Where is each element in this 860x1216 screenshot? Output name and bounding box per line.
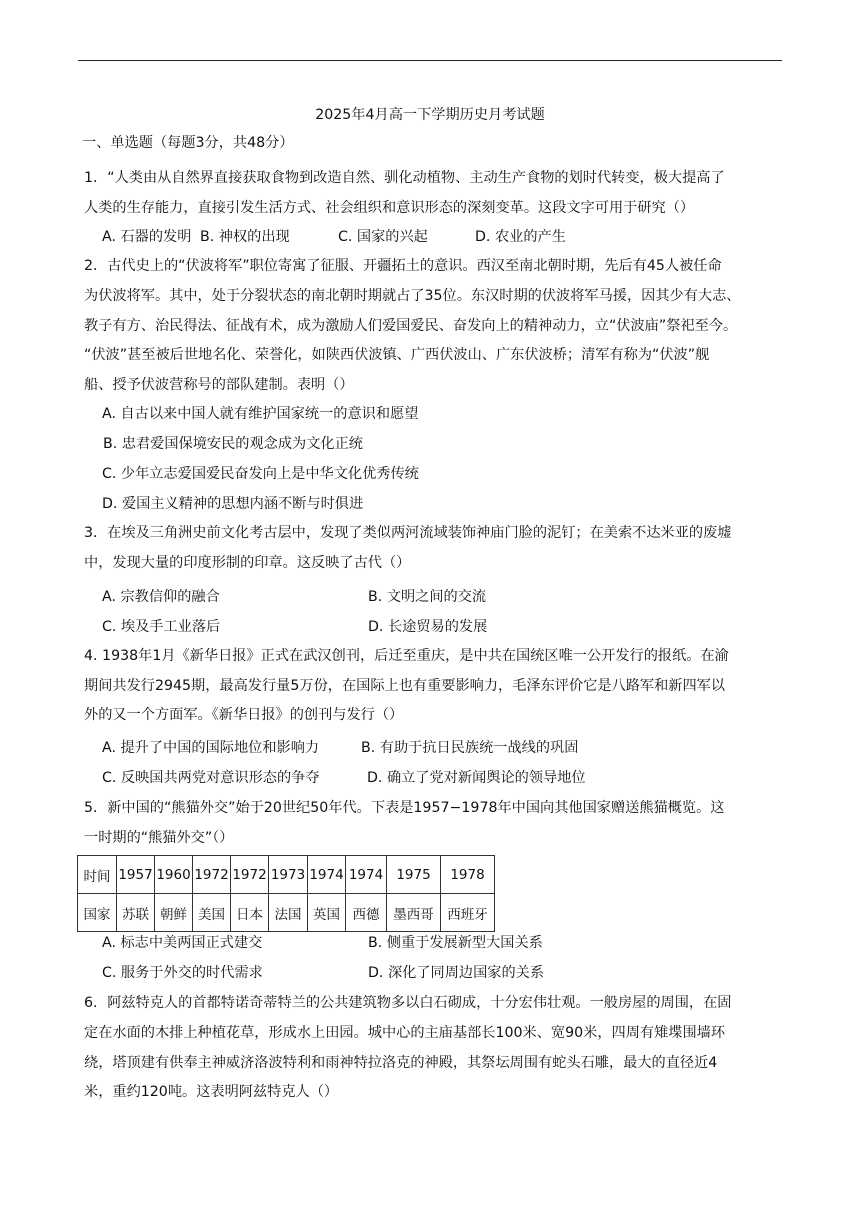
q2-option-c: C. 少年立志爱国爱民奋发向上是中华文化优秀传统 xyxy=(102,466,419,482)
panda-table xyxy=(77,855,495,932)
table-cell: 英国 xyxy=(308,894,346,932)
table-cell: 苏联 xyxy=(117,894,155,932)
table-cell: 1972 xyxy=(231,856,269,894)
q1-option-d: D. 农业的产生 xyxy=(475,229,566,245)
q1-option-c: C. 国家的兴起 xyxy=(338,229,428,245)
q3-line-2: 中，发现大量的印度形制的印章。这反映了古代（） xyxy=(84,555,411,571)
q5-line-1: 5．新中国的“熊猫外交”始于20世纪50年代。下表是1957−1978年中国向其他国家赠送熊猫概览。这 xyxy=(84,800,725,816)
table-row xyxy=(78,894,495,932)
q1-option-a: A. 石器的发明 xyxy=(102,229,192,245)
table-cell: 1978 xyxy=(441,856,495,894)
table-cell: 时间 xyxy=(78,856,117,894)
q3-option-b: B. 文明之间的交流 xyxy=(368,589,487,605)
table-cell: 1973 xyxy=(269,856,308,894)
exam-title: 2025年4月高一下学期历史月考试题 xyxy=(315,107,545,123)
q5-line-2: 一时期的“熊猫外交”（） xyxy=(84,830,234,846)
q3-option-d: D. 长途贸易的发展 xyxy=(368,619,488,635)
q3-line-1: 3．在埃及三角洲史前文化考古层中，发现了类似两河流域装饰神庙门脸的泥钉；在美索不达米亚的废墟 xyxy=(84,525,732,541)
q2-line-4: “伏波”甚至被后世地名化、荣誉化，如陕西伏波镇、广西伏波山、广东伏波桥；清军有称为“伏波”舰 xyxy=(84,347,710,363)
table-cell: 1960 xyxy=(155,856,193,894)
q4-option-b: B. 有助于抗日民族统一战线的巩固 xyxy=(361,740,579,756)
q5-option-b: B. 侧重于发展新型大国关系 xyxy=(368,935,543,951)
q4-line-1: 4. 1938年1月《新华日报》正式在武汉创刊，后迁至重庆，是中共在国统区唯一公开发行的报纸。在渝 xyxy=(84,648,729,664)
q2-line-2: 为伏波将军。其中，处于分裂状态的南北朝时期就占了35位。东汉时期的伏波将军马援，因其少有大志、 xyxy=(84,288,741,304)
table-cell: 1957 xyxy=(117,856,155,894)
q1-line-2: 人类的生存能力，直接引发生活方式、社会组织和意识形态的深刻变革。这段文字可用于研究（） xyxy=(84,200,695,216)
table-cell: 1974 xyxy=(346,856,387,894)
q5-option-d: D. 深化了同周边国家的关系 xyxy=(368,965,545,981)
q6-line-1: 6．阿兹特克人的首都特诺奇蒂特兰的公共建筑物多以白石砌成，十分宏伟壮观。一般房屋的周围，在固 xyxy=(84,995,732,1011)
q6-line-4: 米，重约120吨。这表明阿兹特克人（） xyxy=(84,1084,339,1100)
table-row xyxy=(78,856,495,894)
q1-line-1: 1．“人类由从自然界直接获取食物到改造自然、驯化动植物、主动生产食物的划时代转变，极大提高了 xyxy=(84,170,725,186)
table-cell: 日本 xyxy=(231,894,269,932)
q4-option-d: D. 确立了党对新闻舆论的领导地位 xyxy=(367,770,586,786)
q4-line-2: 期间共发行2945期，最高发行量5万份，在国际上也有重要影响力，毛泽东评价它是八路军和新四军以 xyxy=(84,678,726,694)
q4-option-a: A. 提升了中国的国际地位和影响力 xyxy=(102,740,320,756)
q2-line-5: 船、授予伏波营称号的部队建制。表明（） xyxy=(84,377,354,393)
q5-option-a: A. 标志中美两国正式建交 xyxy=(102,935,263,951)
table-cell: 墨西哥 xyxy=(387,894,441,932)
table-cell: 西班牙 xyxy=(441,894,495,932)
q2-option-a: A. 自古以来中国人就有维护国家统一的意识和愿望 xyxy=(102,406,419,422)
table-cell: 西德 xyxy=(346,894,387,932)
q4-option-c: C. 反映国共两党对意识形态的争夺 xyxy=(102,770,320,786)
q2-option-b: B. 忠君爱国保境安民的观念成为文化正统 xyxy=(103,436,363,452)
q3-option-a: A. 宗教信仰的融合 xyxy=(102,589,220,605)
q3-option-c: C. 埃及手工业落后 xyxy=(102,619,221,635)
q1-option-b: B. 神权的出现 xyxy=(200,229,290,245)
table-cell: 国家 xyxy=(78,894,117,932)
table-cell: 法国 xyxy=(269,894,308,932)
q6-line-3: 绕，塔顶建有供奉主神威济洛波特利和雨神特拉洛克的神殿，其祭坛周围有蛇头石雕，最大的直径近4 xyxy=(84,1055,718,1071)
table-cell: 朝鲜 xyxy=(155,894,193,932)
header-rule xyxy=(78,60,782,61)
q4-line-3: 外的又一个方面军。《新华日报》的创刊与发行（） xyxy=(84,707,404,723)
table-cell: 1974 xyxy=(308,856,346,894)
table-cell: 1972 xyxy=(193,856,231,894)
table-cell: 美国 xyxy=(193,894,231,932)
table-cell: 1975 xyxy=(387,856,441,894)
section-heading: 一、单选题（每题3分，共48分） xyxy=(82,135,294,151)
q5-option-c: C. 服务于外交的时代需求 xyxy=(102,965,263,981)
q2-line-3: 教子有方、治民得法、征战有术，成为激励人们爱国爱民、奋发向上的精神动力，立“伏波庙”祭祀至今。 xyxy=(84,318,738,334)
q2-option-d: D. 爱国主义精神的思想内涵不断与时俱进 xyxy=(102,496,364,512)
q2-line-1: 2．古代史上的“伏波将军”职位寄寓了征服、开疆拓土的意识。西汉至南北朝时期，先后有45人被任命 xyxy=(84,258,722,274)
q6-line-2: 定在水面的木排上种植花草，形成水上田园。城中心的主庙基部长100米、宽90米，四周有雉堞围墙环 xyxy=(84,1025,726,1041)
